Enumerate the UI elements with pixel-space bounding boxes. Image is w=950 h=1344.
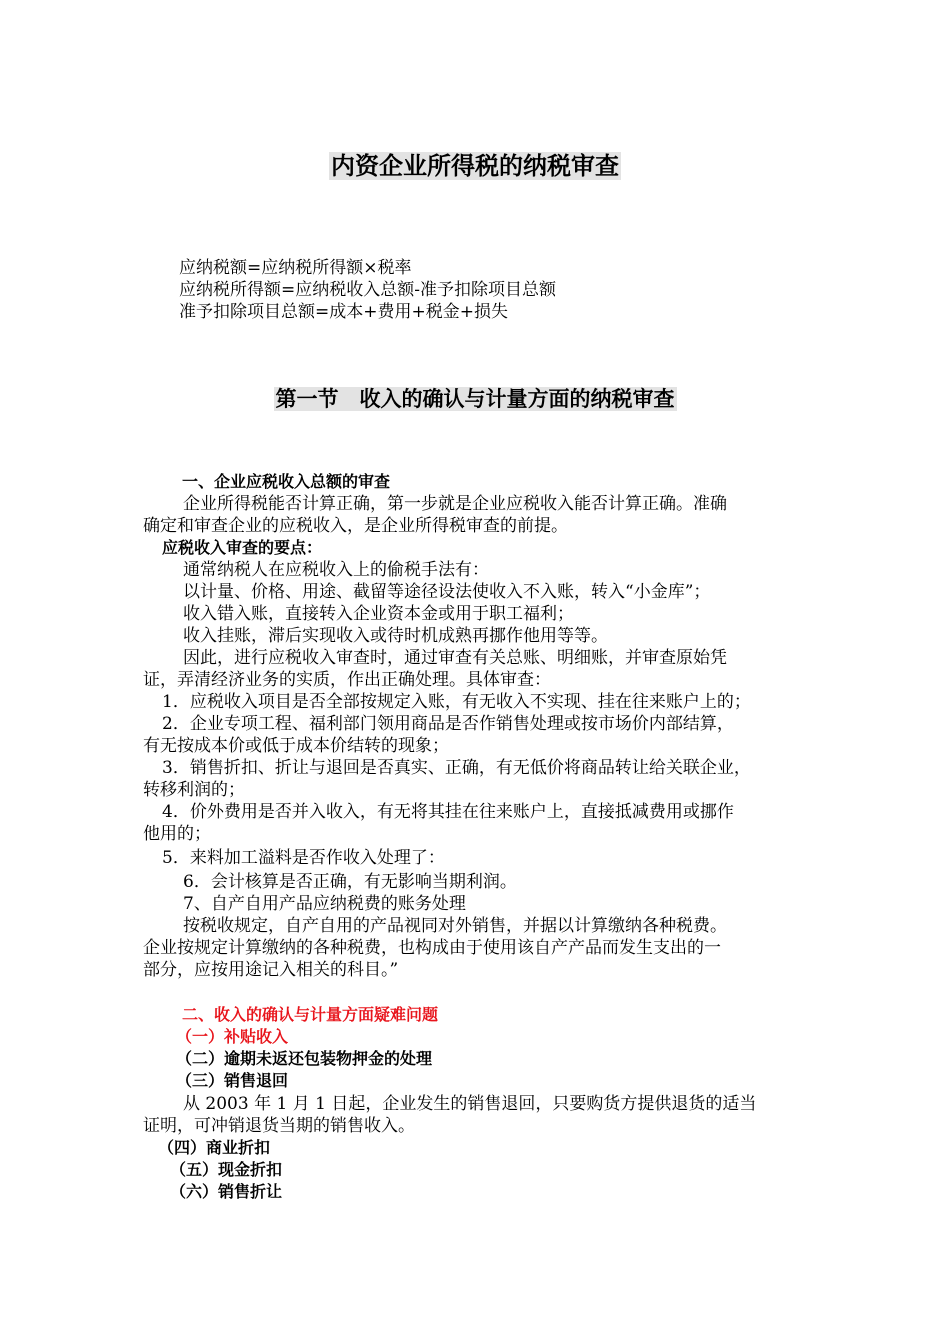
- paragraph-line: 以计量、价格、用途、截留等途径设法使收入不入账，转入“小金库”；: [183, 582, 711, 602]
- paragraph-line: 确定和审查企业的应税收入，是企业所得税审查的前提。: [143, 516, 568, 536]
- paragraph-line: 按税收规定，自产自用的产品视同对外销售，并据以计算缴纳各种税费。: [183, 916, 727, 936]
- paragraph-line: 证明，可冲销退货当期的销售收入。: [143, 1116, 415, 1136]
- formula-line: 应纳税额=应纳税所得额×税率: [179, 258, 412, 278]
- list-item: 7、自产自用产品应纳税费的账务处理: [183, 894, 466, 914]
- section-title: 第一节 收入的确认与计量方面的纳税审查: [275, 387, 675, 411]
- paragraph-line: 证，弄清经济业务的实质，作出正确处理。具体审查：: [143, 670, 551, 690]
- list-item: 2．企业专项工程、福利部门领用商品是否作销售处理或按市场价内部结算，: [162, 714, 734, 734]
- list-item: 他用的；: [143, 824, 211, 844]
- part1-subheading: 应税收入审查的要点：: [162, 538, 323, 557]
- list-item: 5．来料加工溢料是否作收入处理了：: [162, 848, 445, 868]
- paragraph-line: 企业按规定计算缴纳的各种税费，也构成由于使用该自产产品而发生支出的一: [143, 938, 721, 958]
- list-item: 转移利润的；: [143, 780, 245, 800]
- document-title: 内资企业所得税的纳税审查: [331, 152, 619, 180]
- paragraph-line: 从 2003 年 1 月 1 日起，企业发生的销售退回，只要购货方提供退货的适当: [183, 1094, 757, 1114]
- list-item: 1．应税收入项目是否全部按规定入账，有无收入不实现、挂在往来账户上的；: [162, 692, 751, 712]
- paragraph-line: 部分，应按用途记入相关的科目。”: [143, 960, 399, 980]
- paragraph-line: 企业所得税能否计算正确，第一步就是企业应税收入能否计算正确。准确: [183, 494, 727, 514]
- paragraph-line: 收入错入账，直接转入企业资本金或用于职工福利；: [183, 604, 574, 624]
- list-item: 有无按成本价或低于成本价结转的现象；: [143, 736, 449, 756]
- part2-sub2: （二）逾期未返还包装物押金的处理: [176, 1049, 433, 1068]
- part2-sub6: （六）销售折让: [170, 1182, 283, 1201]
- part2-sub4: （四）商业折扣: [158, 1138, 271, 1157]
- part2-sub5: （五）现金折扣: [170, 1160, 283, 1179]
- part2-heading: 二、收入的确认与计量方面疑难问题: [182, 1005, 439, 1024]
- list-item: 3．销售折扣、折让与退回是否真实、正确，有无低价将商品转让给关联企业，: [162, 758, 751, 778]
- part1-heading: 一、企业应税收入总额的审查: [182, 472, 391, 491]
- list-item: 6．会计核算是否正确，有无影响当期利润。: [183, 872, 517, 892]
- formula-line: 应纳税所得额=应纳税收入总额-准予扣除项目总额: [179, 280, 556, 300]
- paragraph-line: 收入挂账，滞后实现收入或待时机成熟再挪作他用等等。: [183, 626, 608, 646]
- paragraph-line: 因此，进行应税收入审查时，通过审查有关总账、明细账，并审查原始凭: [183, 648, 727, 668]
- part2-sub3: （三）销售退回: [176, 1071, 289, 1090]
- list-item: 4．价外费用是否并入收入，有无将其挂在往来账户上，直接抵减费用或挪作: [162, 802, 734, 822]
- paragraph-line: 通常纳税人在应税收入上的偷税手法有：: [183, 560, 489, 580]
- formula-line: 准予扣除项目总额=成本+费用+税金+损失: [179, 302, 508, 322]
- part2-sub1: （一）补贴收入: [176, 1027, 289, 1046]
